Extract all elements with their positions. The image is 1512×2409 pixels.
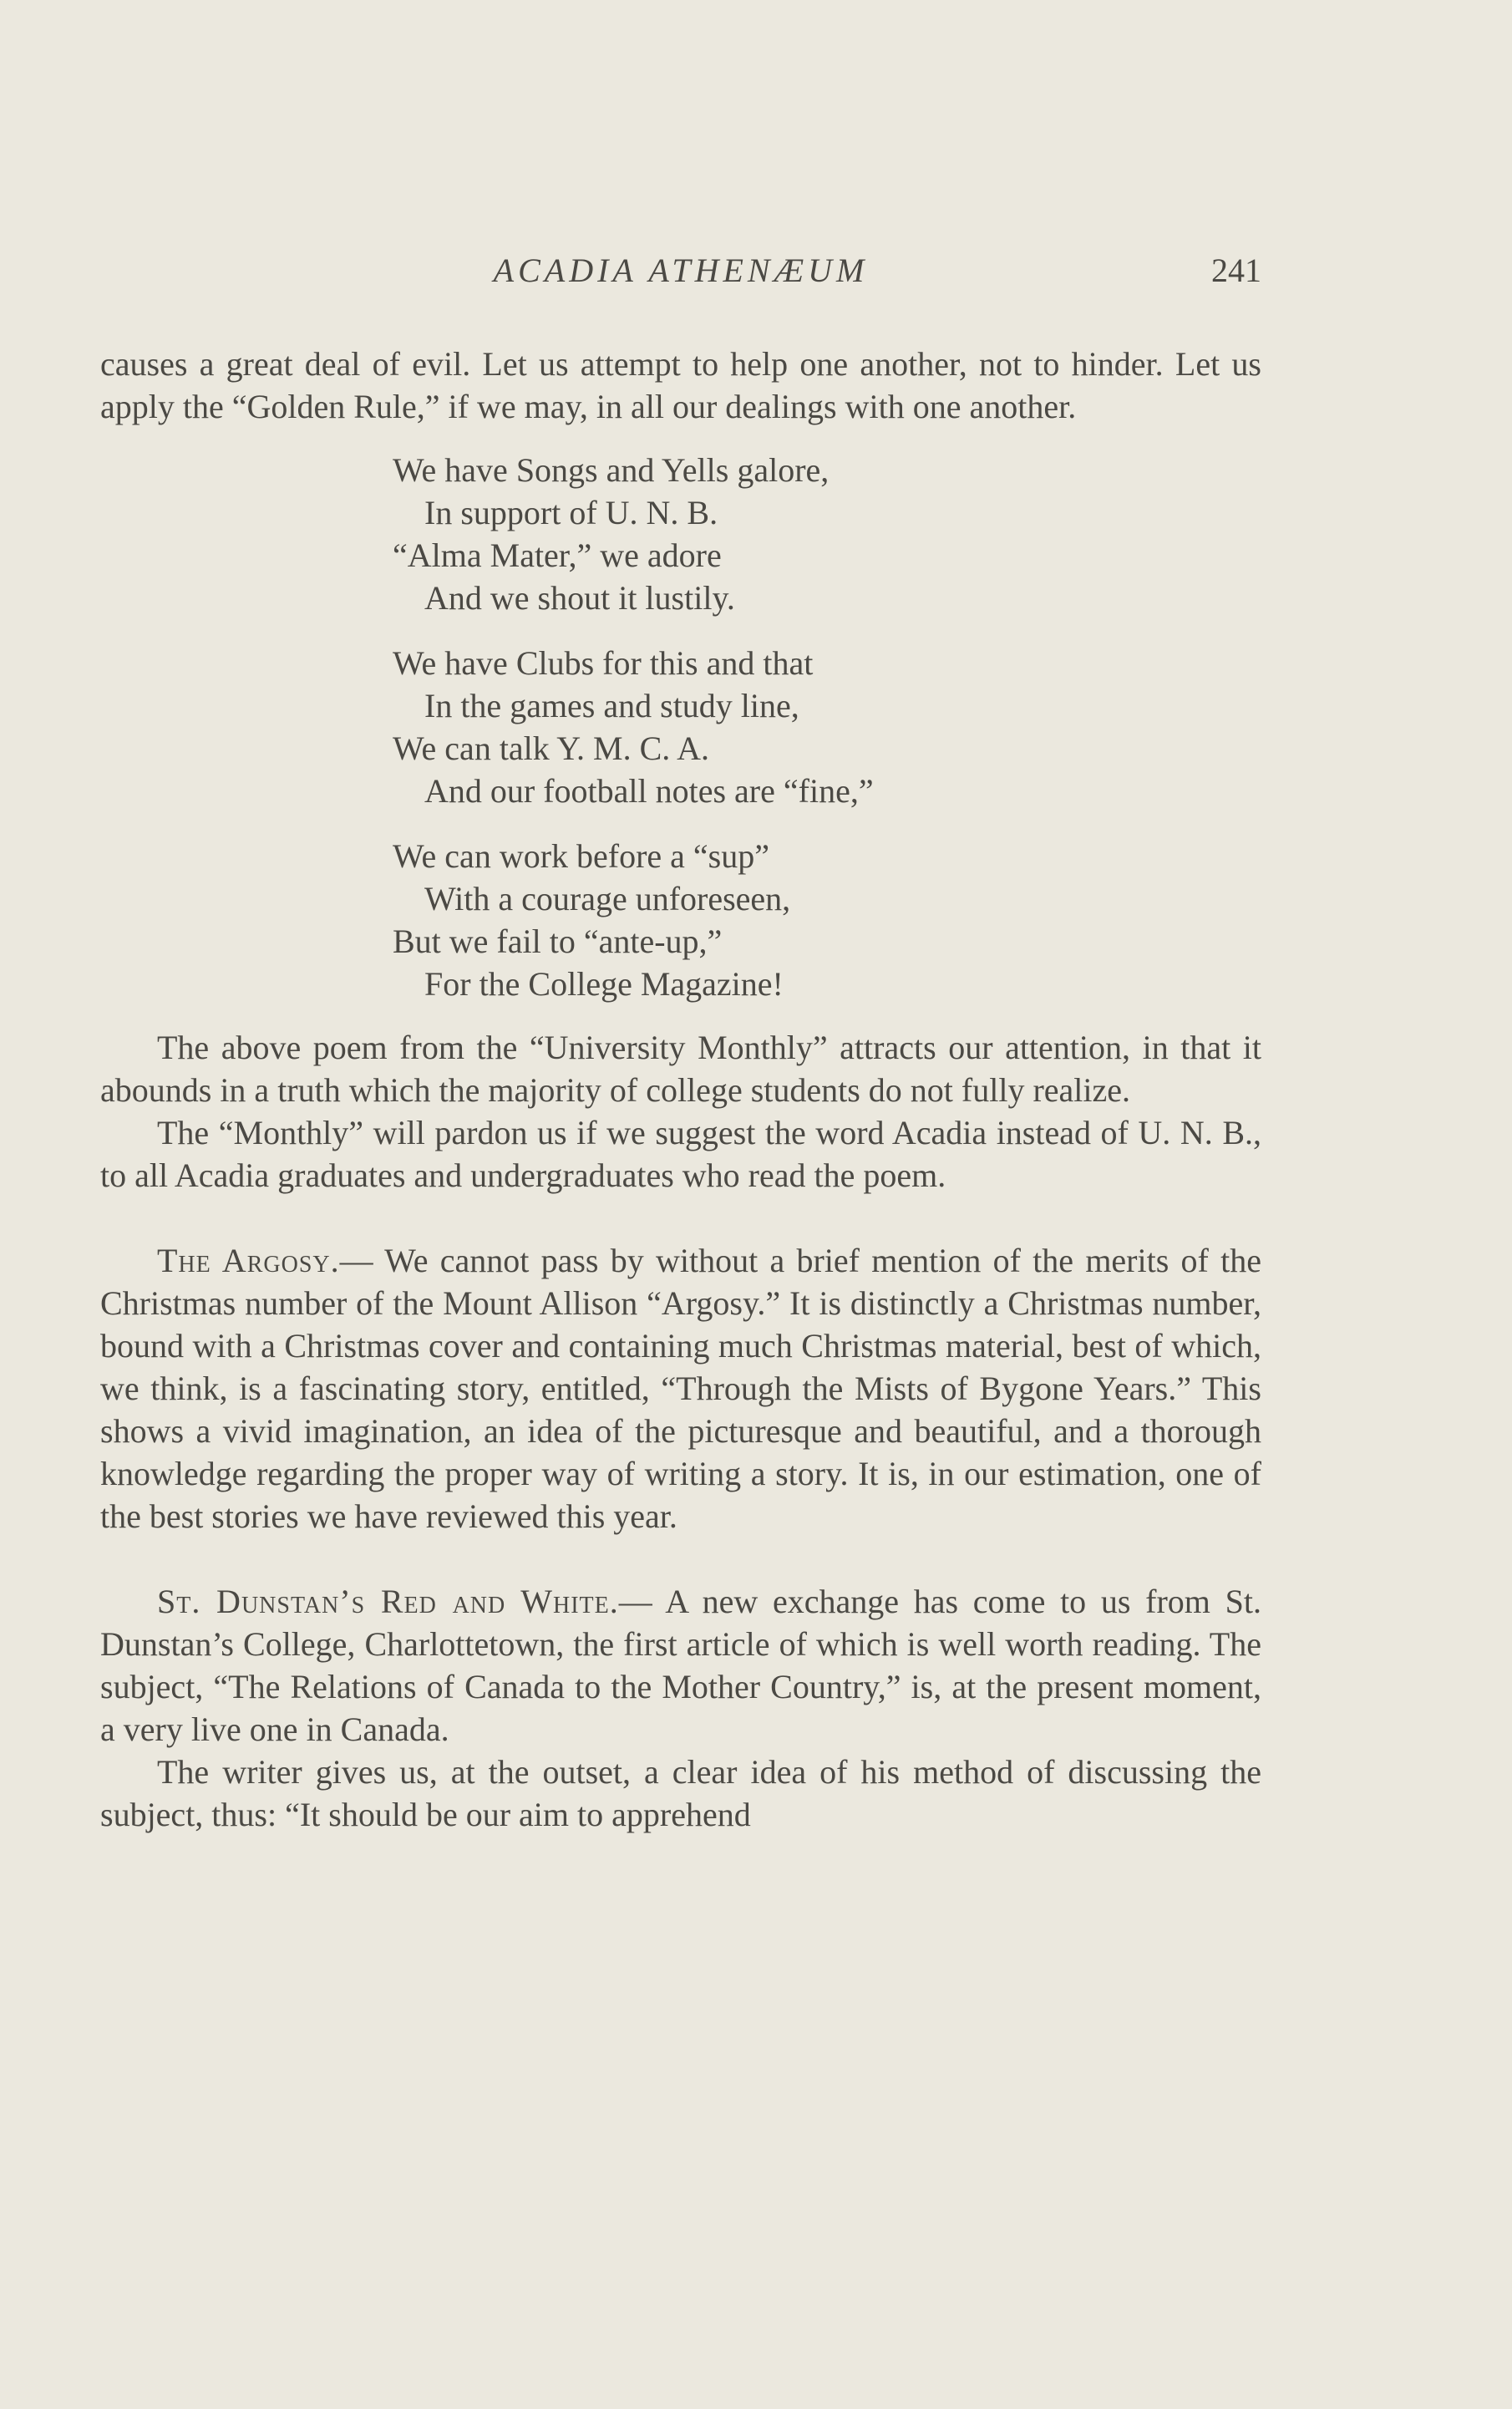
poem-line: For the College Magazine! (424, 965, 784, 1003)
poem-line: We can talk Y. M. C. A. (393, 729, 709, 767)
poem-line: We have Songs and Yells galore, (393, 451, 830, 489)
argosy-review (100, 1239, 1261, 1537)
poem-stanza-3 (393, 835, 1261, 1005)
poem-line: “Alma Mater,” we adore (393, 536, 722, 574)
argosy-dash: — (339, 1242, 373, 1279)
st-dunstans-heading: St. Dunstan’s Red and White. (157, 1583, 619, 1620)
st-dunstans-dash: — (618, 1583, 652, 1620)
st-dunstans-text: A new exchange has come to us from St. Dunstan’s College, Charlottetown, the first article of which is well worth reading. The subject, “The Relations of Canada to the Mother Country,” is, at the present moment, a very live one in Canada. (100, 1583, 1261, 1748)
commentary-paragraph-1: The above poem from the “University Monthly” attracts our attention, in that it abounds in a truth which the majority of college students do not fully realize. (100, 1029, 1261, 1109)
page-header (100, 251, 1261, 301)
running-title: ACADIA ATHENÆUM (493, 252, 869, 289)
poem-line: We can work before a “sup” (393, 837, 769, 875)
commentary-paragraph-2: The “Monthly” will pardon us if we suggest the word Acadia instead of U. N. B., to all Acadia graduates and undergraduates who read the poem. (100, 1114, 1261, 1194)
poem-stanza-1 (393, 449, 1261, 619)
st-dunstans-review (100, 1580, 1261, 1751)
poem-line: In the games and study line, (424, 687, 799, 724)
opening-paragraph: causes a great deal of evil. Let us attempt to help one another, not to hinder. Let us apply the “Golden Rule,” if we may, in all our dealings with one another. (100, 345, 1261, 425)
poem-line: But we fail to “ante-up,” (393, 922, 723, 960)
poem-stanza-2 (393, 642, 1261, 812)
st-dunstans-paragraph-2: The writer gives us, at the outset, a clear idea of his method of discussing the subject, thus: “It should be our aim to apprehend (100, 1753, 1261, 1833)
poem-line: And we shout it lustily. (424, 579, 735, 617)
page-number: 241 (1211, 252, 1261, 289)
poem-line: In support of U. N. B. (424, 494, 718, 531)
poem-line: We have Clubs for this and that (393, 644, 814, 682)
argosy-text: We cannot pass by without a brief mention of the merits of the Christmas number of the Mount Allison “Argosy.” It is distinctly a Christmas number, bound with a Christmas cover and containing much Christmas material, best of which, we think, is a fascinating story, entitled, “Through the Mists of Bygone Years.” This shows a vivid imagination, an idea of the picturesque and beautiful, and a thorough knowledge regarding the proper way of writing a story. It is, in our estimation, one of the best stories we have reviewed this year. (100, 1242, 1261, 1535)
poem-line: With a courage unforeseen, (424, 880, 791, 917)
poem-line: And our football notes are “fine,” (424, 772, 874, 810)
page-body (100, 343, 1261, 1836)
argosy-heading: The Argosy. (157, 1242, 340, 1279)
